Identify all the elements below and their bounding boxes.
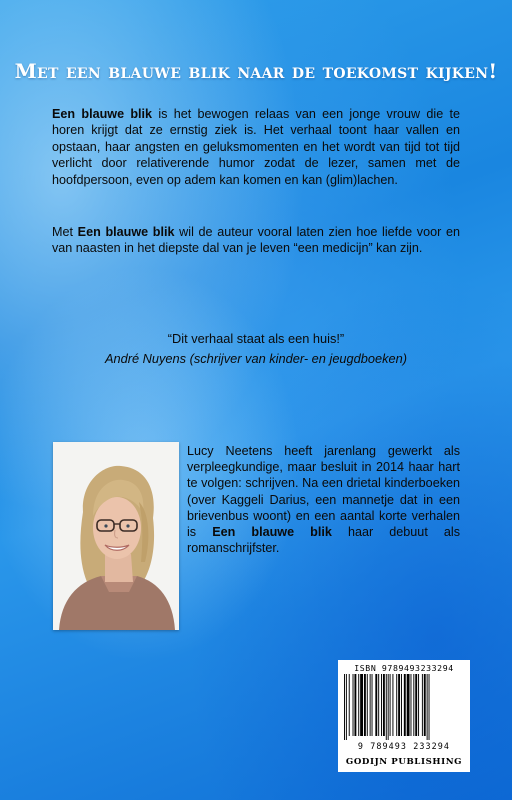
barcode-bar xyxy=(346,674,347,740)
bio-text-1: Lucy Neetens heeft jarenlang gewerkt als verpleegkundige, maar besluit in 2014 haar hart te volgen: schrijven. Na een drietal kinderboeken (over Kaggeli Darius, een mannetje dat in een brievenbus woont) en een aantal korte verhalen is xyxy=(187,444,460,540)
review-quote xyxy=(0,329,512,369)
barcode-bar xyxy=(383,674,385,736)
barcode-bar xyxy=(378,674,379,736)
book-title-bold: Een blauwe blik xyxy=(77,225,175,239)
barcode-bar xyxy=(367,674,368,736)
book-title-bold: Een blauwe blik xyxy=(212,525,332,540)
barcode-bar xyxy=(360,674,363,736)
barcode-bar xyxy=(358,674,359,736)
quote-author: André Nuyens (schrijver van kinder- en jeugdboeken) xyxy=(104,351,408,366)
barcode-bar xyxy=(404,674,406,736)
barcode-bar xyxy=(396,674,397,736)
barcode-bar xyxy=(349,674,350,736)
back-cover-headline: Met een blauwe blik naar de toekomst kijken! xyxy=(14,59,498,83)
blurb-paragraph-2 xyxy=(52,224,460,257)
barcode-bar xyxy=(381,674,382,736)
barcode-bar xyxy=(364,674,366,736)
barcode-bar xyxy=(424,674,426,736)
barcode-bar xyxy=(411,674,412,736)
barcode-bar xyxy=(354,674,356,736)
barcode-bar xyxy=(429,674,430,740)
barcode-bar xyxy=(422,674,423,736)
blurb-paragraph-1 xyxy=(52,106,460,188)
barcode-bar xyxy=(375,674,377,736)
barcode-bar xyxy=(370,674,371,736)
blurb-text-1: is het bewogen relaas van een jonge vrouw die te horen krijgt dat ze ernstig ziek is. Het verhaal toont haar vallen en opstaan, haar angsten en geluksmomenten en het wordt van tijd tot tijd verlicht door relativerende humor zodat de lezer, samen met de hoofdpersoon, even op adem kan komen en kan (glim)lachen. xyxy=(52,107,460,187)
barcode-bar xyxy=(388,674,389,740)
barcode-bar xyxy=(372,674,373,736)
publisher-name: GODIJN PUBLISHING xyxy=(345,757,463,767)
blurb-text-2: wil de auteur vooral laten zien hoe liefde voor en van naasten in het diepste dal van je leven “een medicijn” kan zijn. xyxy=(52,225,460,256)
barcode-bar xyxy=(415,674,417,736)
barcode-digits: 9 789493 233294 xyxy=(357,741,451,751)
barcode-bar xyxy=(353,674,354,736)
barcode-bar xyxy=(386,674,387,740)
barcode-bar xyxy=(407,674,410,736)
isbn-barcode-block xyxy=(338,660,470,772)
bio-text-2: haar debuut als romanschrijfster. xyxy=(187,525,461,556)
barcode-bar xyxy=(392,674,393,736)
barcode-bar xyxy=(390,674,391,736)
barcode-bar xyxy=(344,674,345,740)
author-photo xyxy=(53,442,179,630)
barcode-bar xyxy=(401,674,402,736)
blurb-intro-2: Met xyxy=(52,225,78,239)
quote-text: “Dit verhaal staat als een huis!” xyxy=(167,331,345,346)
book-title-bold: Een blauwe blik xyxy=(52,107,153,121)
barcode-bar xyxy=(413,674,414,736)
author-bio xyxy=(187,443,460,556)
barcode-bar xyxy=(427,674,428,740)
barcode-bar xyxy=(418,674,419,736)
isbn-label: ISBN 9789493233294 xyxy=(354,663,454,673)
author-portrait-image xyxy=(53,442,179,630)
barcode-bars xyxy=(342,674,466,740)
barcode-bar xyxy=(398,674,400,736)
